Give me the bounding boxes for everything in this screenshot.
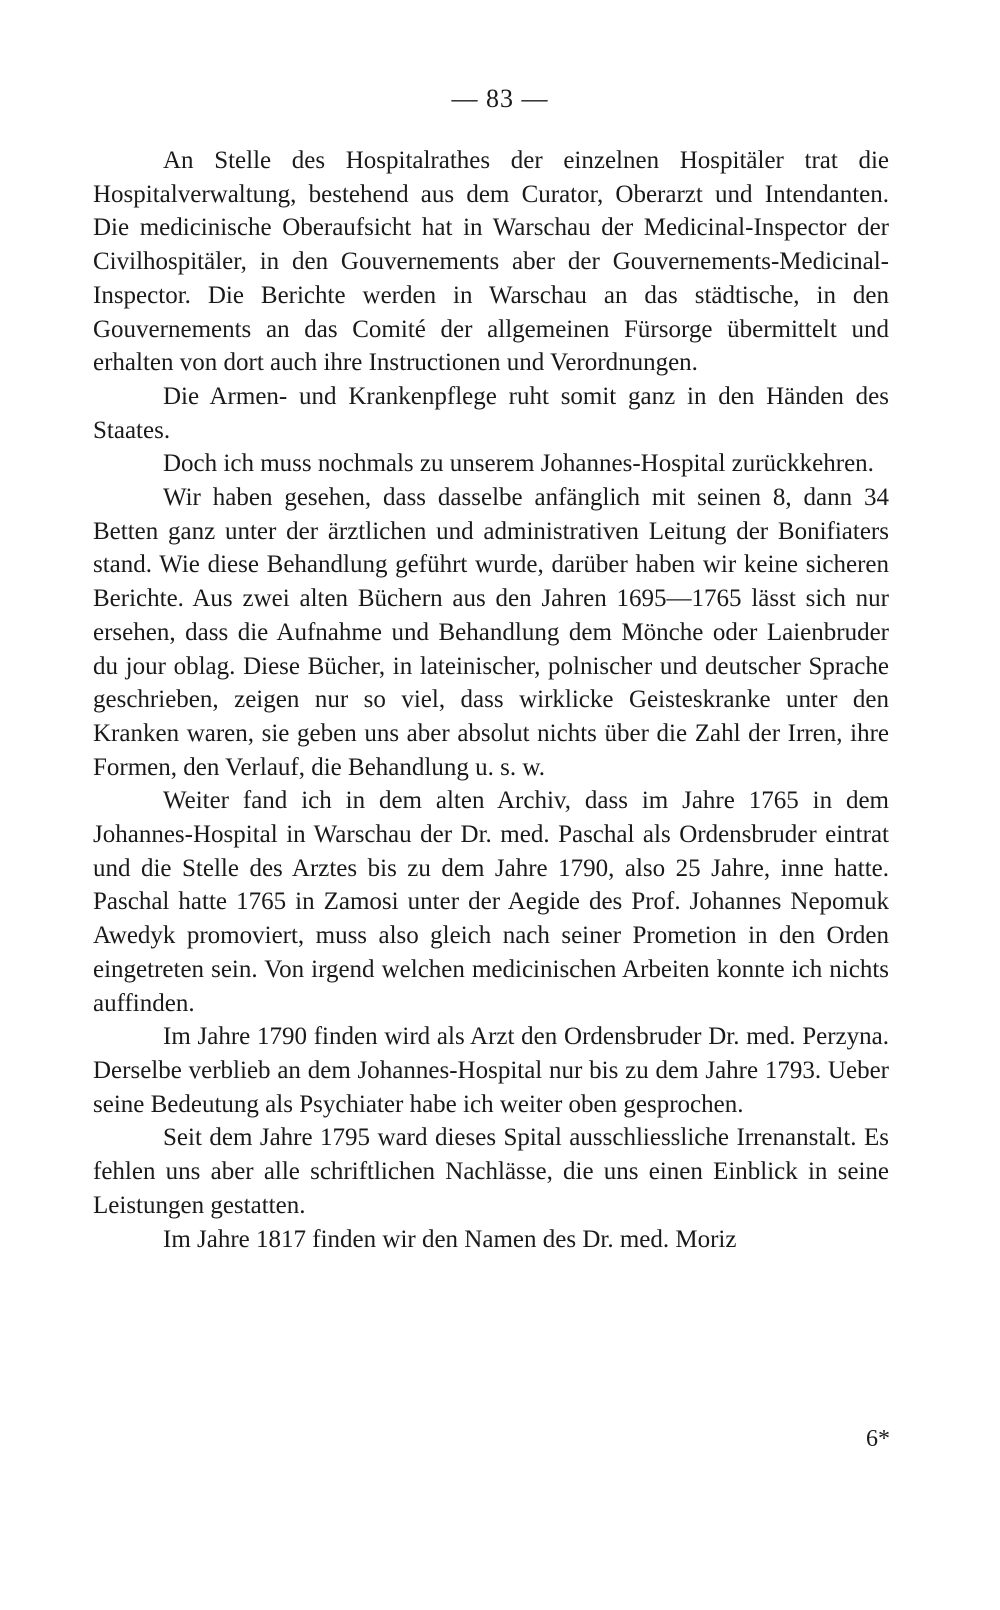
paragraph: Im Jahre 1790 finden wird als Arzt den Ordensbruder Dr. med. Perzyna. Derselbe verblieb an dem Johannes-Hospital nur bis zu dem Jahre 1793. Ueber seine Bedeutung als Psychiater habe ich weiter oben gesprochen. (93, 1023, 889, 1118)
paragraph: Weiter fand ich in dem alten Archiv, dass im Jahre 1765 in dem Johannes-Hospital in Warschau der Dr. med. Paschal als Ordensbruder eintrat und die Stelle des Arztes bis zu dem Jahre 1790, also 25 Jahre, inne hatte. Paschal hatte 1765 in Zamosi unter der Aegide des Prof. Johannes Nepomuk Awedyk promoviert, muss also gleich nach seiner Prometion in den Orden eingetreten sein. Von irgend welchen medicinischen Arbeiten konnte ich nichts auffinden. (93, 787, 889, 1017)
signature-mark: 6* (866, 1426, 890, 1452)
paragraph: Wir haben gesehen, dass dasselbe anfänglich mit seinen 8, dann 34 Betten ganz unter der ärztlichen und administrativen Leitung der Bonifiaters stand. Wie diese Behandlung geführt wurde, darüber haben wir keine sicheren Berichte. Aus zwei alten Büchern aus den Jahren 1695—1765 lässt sich nur ersehen, dass die Aufnahme und Behandlung dem Mönche oder Laienbruder du jour oblag. Diese Bücher, in lateinischer, polnischer und deutscher Sprache geschrieben, zeigen nur so viel, dass wirklicke Geisteskranke unter den Kranken waren, sie geben uns aber absolut nichts über die Zahl der Irren, ihre Formen, den Verlauf, die Behandlung u. s. w. (93, 484, 889, 781)
body-text (93, 144, 889, 1256)
paragraph: Seit dem Jahre 1795 ward dieses Spital ausschliessliche Irrenanstalt. Es fehlen uns aber alle schriftlichen Nachlässe, die uns einen Einblick in seine Leistungen gestatten. (93, 1124, 889, 1219)
paragraph: Doch ich muss nochmals zu unserem Johannes-Hospital zurückkehren. (163, 450, 874, 478)
paragraph: Die Armen- und Krankenpflege ruht somit ganz in den Händen des Staates. (93, 382, 889, 444)
paragraph: Im Jahre 1817 finden wir den Namen des Dr. med. Moriz (163, 1225, 737, 1253)
page-number: — 83 — (451, 84, 549, 113)
paragraph: An Stelle des Hospitalrathes der einzelnen Hospitäler trat die Hospitalverwaltung, bestehend aus dem Curator, Oberarzt und Intendanten. Die medicinische Oberaufsicht hat in Warschau der Medicinal-Inspector der Civilhospitäler, in den Gouvernements aber der Gouvernements-Medicinal-Inspector. Die Berichte werden in Warschau an das städtische, in den Gouvernements an das Comité der allgemeinen Fürsorge übermittelt und erhalten von dort auch ihre Instructionen und Verordnungen. (93, 147, 889, 377)
